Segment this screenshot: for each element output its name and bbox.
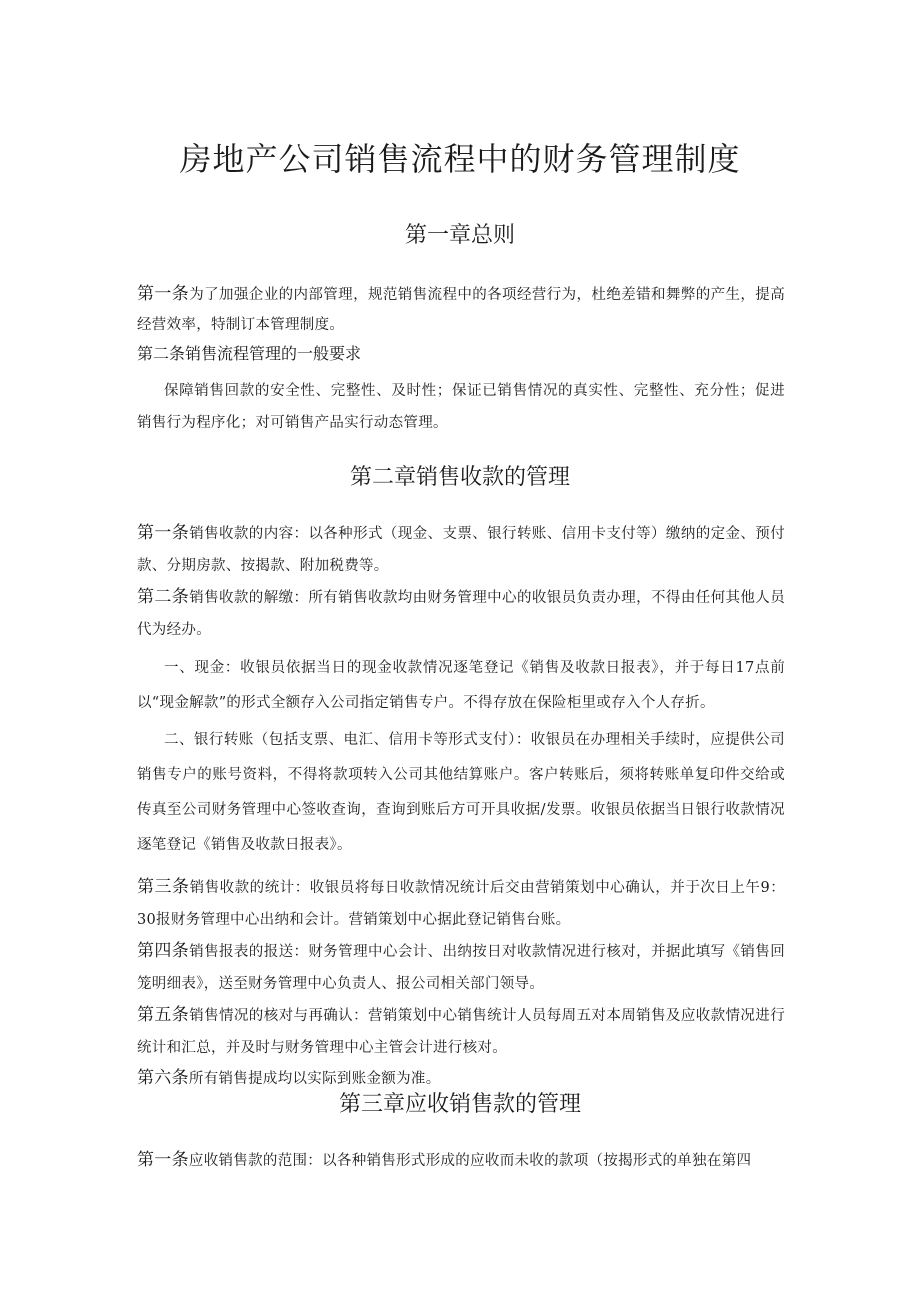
- article-label: 第六条: [137, 1068, 189, 1088]
- chapter-2-article-4: [137, 935, 785, 1000]
- chapter-2-article-2: [137, 581, 785, 646]
- article-label: 第三条: [137, 877, 190, 897]
- article-label: 第四条: [137, 941, 190, 961]
- article-label: 第二条: [137, 344, 186, 363]
- chapter-1-title: 第一章总则: [404, 223, 515, 248]
- chapter-3-article-1: [137, 1145, 785, 1176]
- document-title: 房地产公司销售流程中的财务管理制度: [179, 140, 741, 178]
- chapter-1-article-1: [137, 279, 785, 340]
- chapter-1-article-2: [137, 342, 785, 366]
- paragraph-text: 一、现金：收银员依据当日的现金收款情况逐笔登记《销售及收款日报表》，并于每日17点前以“现金解款”的形式全额存入公司指定销售专户。不得存放在保险柜里或存入个人存折。: [137, 660, 785, 711]
- chapter-1-paragraph: [137, 375, 785, 439]
- article-text: 销售收款的解缴：所有销售收款均由财务管理中心的收银员负责办理，不得由任何其他人员代为经办。: [137, 590, 786, 638]
- chapter-3-title: 第三章应收销售款的管理: [338, 1092, 581, 1117]
- article-label: 第一条: [137, 284, 190, 304]
- article-text: 销售流程管理的一般要求: [185, 344, 362, 363]
- article-label: 第五条: [137, 1005, 190, 1025]
- paragraph-text: 二、银行转账（包括支票、电汇、信用卡等形式支付）：收银员在办理相关手续时，应提供公司销售专户的账号资料，不得将款项转入公司其他结算账户。客户转账后，须将转账单复印件交给或传真至公司财务管理中心签收查询，查询到账后方可开具收据/发票。收银员依据当日银行收款情况逐笔登记《销售及收款日报表》。: [137, 732, 785, 853]
- chapter-2-article-5: [137, 999, 785, 1064]
- article-text: 应收销售款的范围：以各种销售形式形成的应收而未收的款项（按揭形式的单独在第四: [188, 1153, 752, 1169]
- article-text: 销售收款的内容：以各种形式（现金、支票、银行转账、信用卡支付等）缴纳的定金、预付款、分期房款、按揭款、附加税费等。: [137, 526, 786, 574]
- article-label: 第一条: [137, 523, 190, 543]
- article-label: 第一条: [137, 1150, 189, 1170]
- chapter-2-transfer-paragraph: [137, 723, 785, 863]
- chapter-2-article-1: [137, 517, 785, 582]
- article-text: 销售收款的统计：收银员将每日收款情况统计后交由营销策划中心确认，并于次日上午9：30报财务管理中心出纳和会计。营销策划中心据此登记销售台账。: [137, 880, 785, 928]
- chapter-2-title: 第二章销售收款的管理: [349, 465, 570, 490]
- chapter-2-cash-paragraph: [137, 651, 785, 721]
- chapter-2-article-3: [137, 871, 785, 936]
- article-label: 第二条: [137, 587, 190, 607]
- article-text: 销售报表的报送：财务管理中心会计、出纳按日对收款情况进行核对，并据此填写《销售回笼明细表》，送至财务管理中心负责人、报公司相关部门领导。: [137, 944, 786, 992]
- article-text: 销售情况的核对与再确认：营销策划中心销售统计人员每周五对本周销售及应收款情况进行统计和汇总，并及时与财务管理中心主管会计进行核对。: [137, 1008, 786, 1056]
- article-text: 为了加强企业的内部管理，规范销售流程中的各项经营行为，杜绝差错和舞弊的产生，提高经营效率，特制订本管理制度。: [137, 287, 786, 333]
- article-text: 所有销售提成均以实际到账金额为准。: [188, 1071, 441, 1087]
- paragraph-text: 保障销售回款的安全性、完整性、及时性；保证已销售情况的真实性、完整性、充分性；促进销售行为程序化；对可销售产品实行动态管理。: [137, 383, 785, 431]
